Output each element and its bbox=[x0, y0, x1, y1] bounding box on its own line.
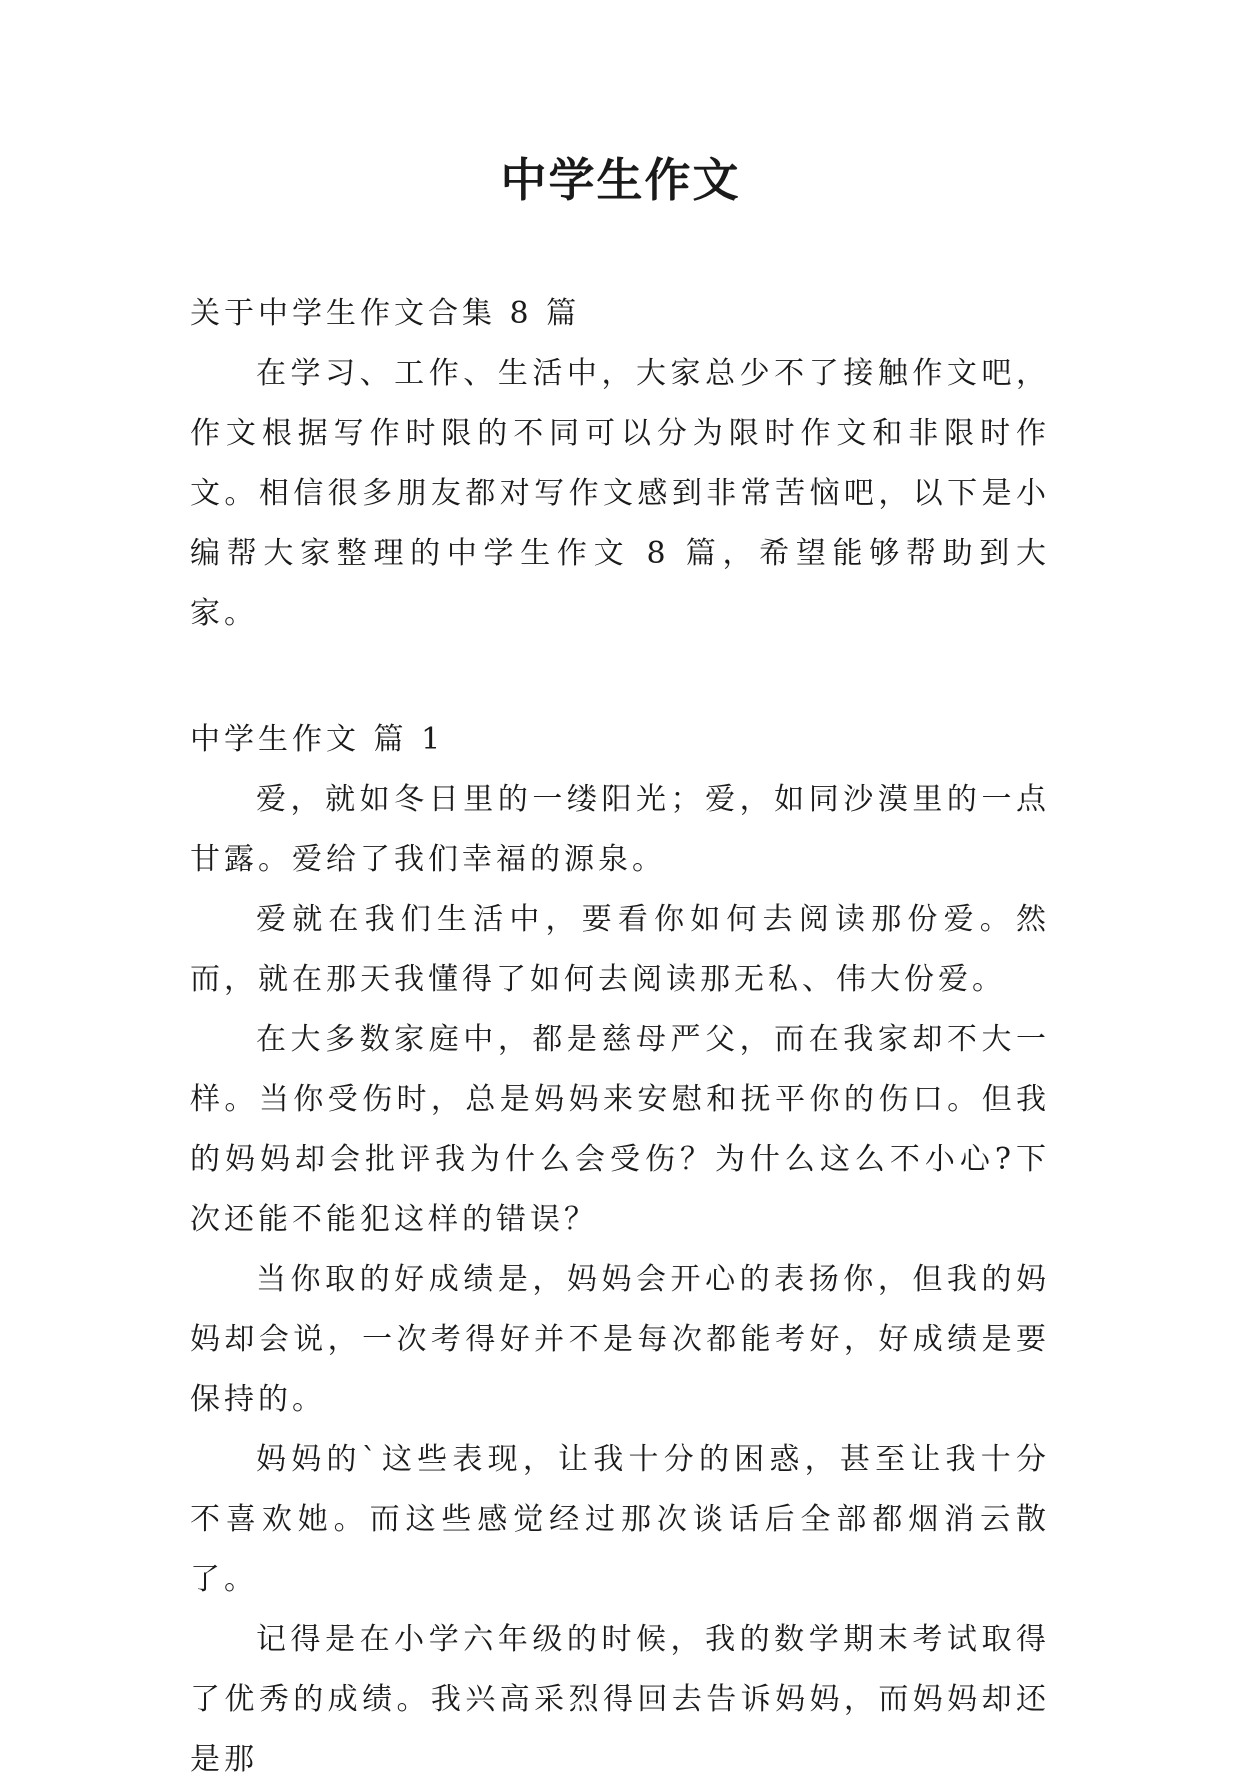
essay-paragraph-6: 记得是在小学六年级的时候，我的数学期末考试取得了优秀的成绩。我兴高采烈得回去告诉妈妈，而妈妈却还是那 bbox=[190, 1622, 1050, 1777]
document-subtitle: 关于中学生作文合集 8 篇 bbox=[190, 296, 581, 331]
essay-paragraph-1: 爱，就如冬日里的一缕阳光；爱，如同沙漠里的一点甘露。爱给了我们幸福的源泉。 bbox=[190, 782, 1050, 877]
essay-paragraph-4: 当你取的好成绩是，妈妈会开心的表扬你，但我的妈妈却会说，一次考得好并不是每次都能考好，好成绩是要保持的。 bbox=[190, 1262, 1050, 1417]
section-heading: 中学生作文 篇 1 bbox=[190, 722, 445, 757]
essay-paragraph-3: 在大多数家庭中，都是慈母严父，而在我家却不大一样。当你受伤时，总是妈妈来安慰和抚平你的伤口。但我的妈妈却会批评我为什么会受伤？为什么这么不小心?下次还能不能犯这样的错误？ bbox=[190, 1022, 1050, 1237]
document-title: 中学生作文 bbox=[500, 153, 741, 207]
section-spacer bbox=[190, 644, 1050, 710]
intro-paragraph: 在学习、工作、生活中，大家总少不了接触作文吧，作文根据写作时限的不同可以分为限时作文和非限时作文。相信很多朋友都对写作文感到非常苦恼吧，以下是小编帮大家整理的中学生作文 8 篇，希望能够帮助到大家。 bbox=[190, 356, 1050, 631]
essay-paragraph-2: 爱就在我们生活中，要看你如何去阅读那份爱。然而，就在那天我懂得了如何去阅读那无私、伟大份爱。 bbox=[190, 902, 1050, 997]
document-body bbox=[190, 284, 1050, 1790]
essay-paragraph-5: 妈妈的`这些表现，让我十分的困惑，甚至让我十分不喜欢她。而这些感觉经过那次谈话后全部都烟消云散了。 bbox=[190, 1442, 1050, 1597]
